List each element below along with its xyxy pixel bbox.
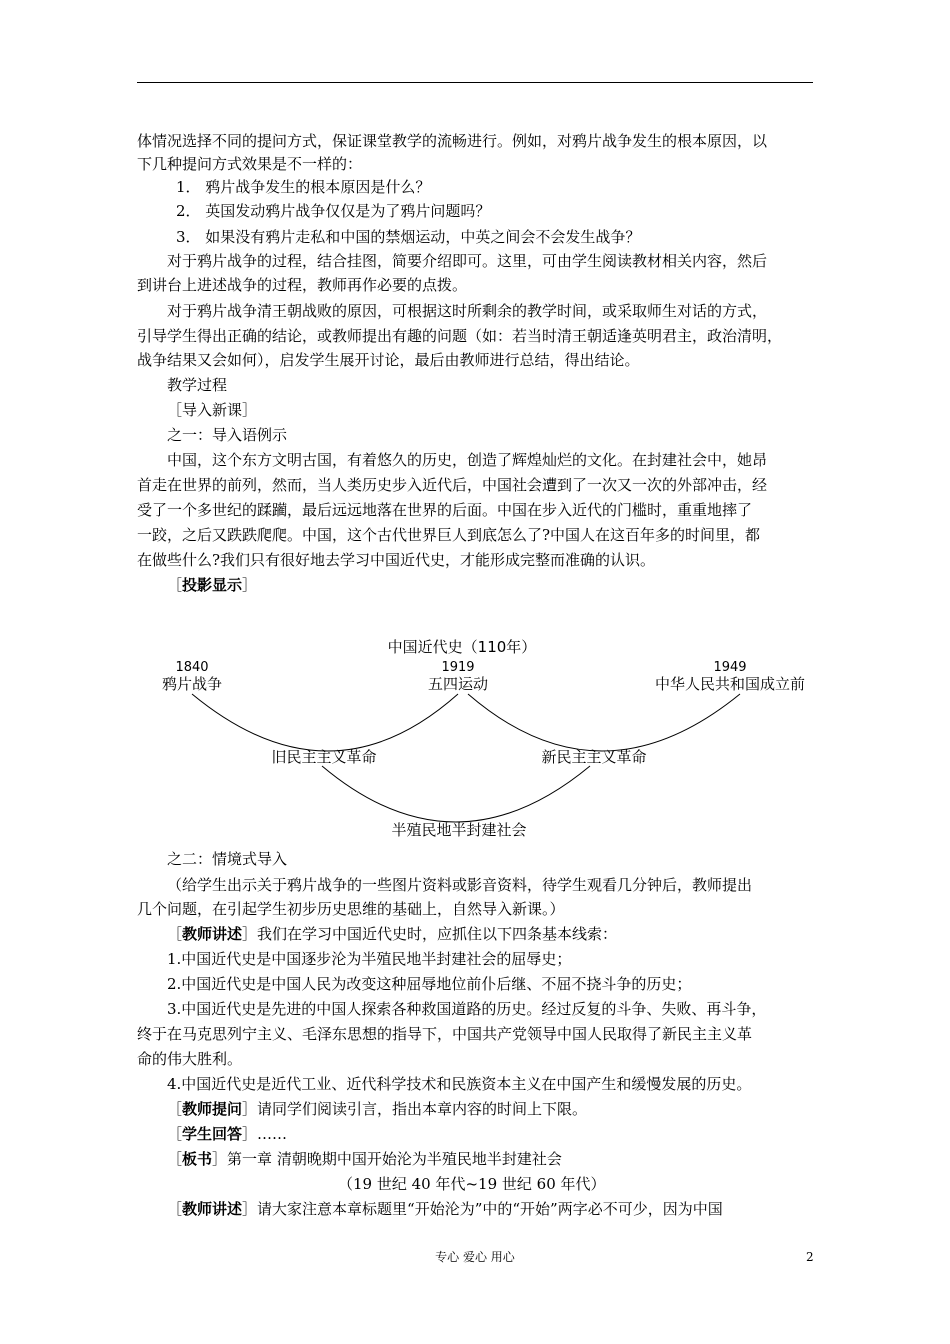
year-1919: 1919	[441, 660, 475, 675]
arc-society	[322, 766, 590, 822]
student-answer-label: 学生回答	[182, 1125, 243, 1143]
board-subtitle: （19 世纪 40 年代~19 世纪 60 年代）	[338, 1175, 606, 1193]
teacher-question-label: 教师提问	[182, 1100, 243, 1118]
event-opium-war: 鸦片战争	[161, 675, 223, 693]
clue-item: 4.中国近代史是近代工业、近代科学技术和民族资本主义在中国产生和缓慢发展的历史。	[167, 1075, 752, 1093]
text-line: 在做些什么?我们只有很好地去学习中国近代史，才能形成完整而准确的认识。	[137, 551, 656, 569]
event-prc-founding: 中华人民共和国成立前	[654, 675, 806, 693]
projection-heading: ［投影显示］	[167, 576, 258, 594]
text-line: 终于在马克思列宁主义、毛泽东思想的指导下，中国共产党领导中国人民取得了新民主主义革	[137, 1025, 753, 1043]
teacher-narration-2: ［教师讲述］请大家注意本章标题里“开始沦为”中的“开始”两字必不可少，因为中国	[167, 1200, 723, 1218]
page-number: 2	[806, 1250, 814, 1264]
text-line: 几个问题，在引起学生初步历史思维的基础上，自然导入新课。）	[137, 900, 565, 918]
year-1949: 1949	[713, 660, 747, 675]
year-1840: 1840	[175, 660, 209, 675]
teacher-narration: ［教师讲述］我们在学习中国近代史时，应抓住以下四条基本线索：	[167, 925, 618, 943]
student-answer: ［学生回答］……	[167, 1125, 288, 1143]
text-line: 首走在世界的前列，然而，当人类历史步入近代后，中国社会遭到了一次又一次的外部冲击，经	[137, 476, 768, 494]
list-item: 1． 鸦片战争发生的根本原因是什么？	[176, 178, 431, 196]
old-revolution-label: 旧民主主义革命	[271, 748, 377, 766]
text-line: 受了一个多世纪的蹂躏，最后远远地落在世界的后面。中国在步入近代的门槛时，重重地摔了	[137, 501, 753, 519]
text-line: 对于鸦片战争清王朝战败的原因，可根据这时所剩余的教学时间，或采取师生对话的方式，	[167, 302, 768, 320]
text-line: （给学生出示关于鸦片战争的一些图片资料或影音资料，待学生观看几分钟后，教师提出	[167, 876, 753, 894]
text-line: 下几种提问方式效果是不一样的：	[137, 155, 363, 173]
clue-item: 3.中国近代史是先进的中国人探索各种救国道路的历史。经过反复的斗争、失败、再斗争，	[167, 1000, 767, 1018]
text-line: 一跤，之后又跌跌爬爬。中国，这个古代世界巨人到底怎么了?中国人在这百年多的时间里，都	[137, 526, 761, 544]
society-label: 半殖民地半封建社会	[391, 821, 527, 839]
new-revolution-label: 新民主主义革命	[541, 748, 647, 766]
list-item: 2． 英国发动鸦片战争仅仅是为了鸦片问题吗？	[176, 202, 491, 220]
text-line: 到讲台上进述战争的过程，教师再作必要的点拨。	[137, 276, 468, 294]
projection-label: 投影显示	[182, 576, 243, 594]
list-item: 3． 如果没有鸦片走私和中国的禁烟运动，中英之间会不会发生战争？	[176, 228, 641, 246]
text-line: 引导学生得出正确的结论，或教师提出有趣的问题（如：若当时清王朝适逢英明君主，政治清明，	[137, 327, 783, 345]
event-may-fourth: 五四运动	[427, 675, 489, 693]
text-line: 中国，这个东方文明古国，有着悠久的历史，创造了辉煌灿烂的文化。在封建社会中，她昂	[167, 451, 768, 469]
board-writing: ［板书］第一章 清朝晚期中国开始沦为半殖民地半封建社会	[167, 1150, 562, 1168]
teacher-question: ［教师提问］请同学们阅读引言，指出本章内容的时间上下限。	[167, 1100, 588, 1118]
diagram-title: 中国近代史（110年）	[387, 638, 537, 656]
sub-heading: 之一：导入语例示	[167, 426, 288, 444]
teacher-narration-label: 教师讲述	[182, 925, 243, 943]
clue-item: 1.中国近代史是中国逐步沦为半殖民地半封建社会的屈辱史；	[167, 950, 572, 968]
clue-item: 2.中国近代史是中国人民为改变这种屈辱地位前仆后继、不屈不挠斗争的历史；	[167, 975, 692, 993]
text-line: 体情况选择不同的提问方式，保证课堂教学的流畅进行。例如，对鸦片战争发生的根本原因，以	[137, 132, 768, 150]
section-heading: 教学过程	[167, 376, 228, 394]
teacher-narration2-text: 请大家注意本章标题里“开始沦为”中的“开始”两字必不可少，因为中国	[257, 1200, 723, 1218]
section-heading: ［导入新课］	[167, 401, 258, 419]
text-line: 命的伟大胜利。	[137, 1050, 243, 1068]
page-footer: 专心 爱心 用心	[435, 1250, 515, 1264]
teacher-question-text: 请同学们阅读引言，指出本章内容的时间上下限。	[257, 1100, 588, 1118]
board-text: 第一章 清朝晚期中国开始沦为半殖民地半封建社会	[227, 1150, 562, 1168]
teacher-narration-text: 我们在学习中国近代史时，应抓住以下四条基本线索：	[257, 925, 618, 943]
text-line: 战争结果又会如何），启发学生展开讨论，最后由教师进行总结，得出结论。	[137, 351, 640, 369]
text-line: 对于鸦片战争的过程，结合挂图，简要介绍即可。这里，可由学生阅读教材相关内容，然后	[167, 252, 768, 270]
sub-heading: 之二：情境式导入	[167, 850, 288, 868]
board-label: 板书	[182, 1150, 213, 1168]
arc-old-revolution	[192, 694, 458, 751]
teacher-narration2-label: 教师讲述	[182, 1200, 243, 1218]
student-answer-text: ……	[257, 1125, 288, 1143]
arc-new-revolution	[468, 694, 740, 751]
